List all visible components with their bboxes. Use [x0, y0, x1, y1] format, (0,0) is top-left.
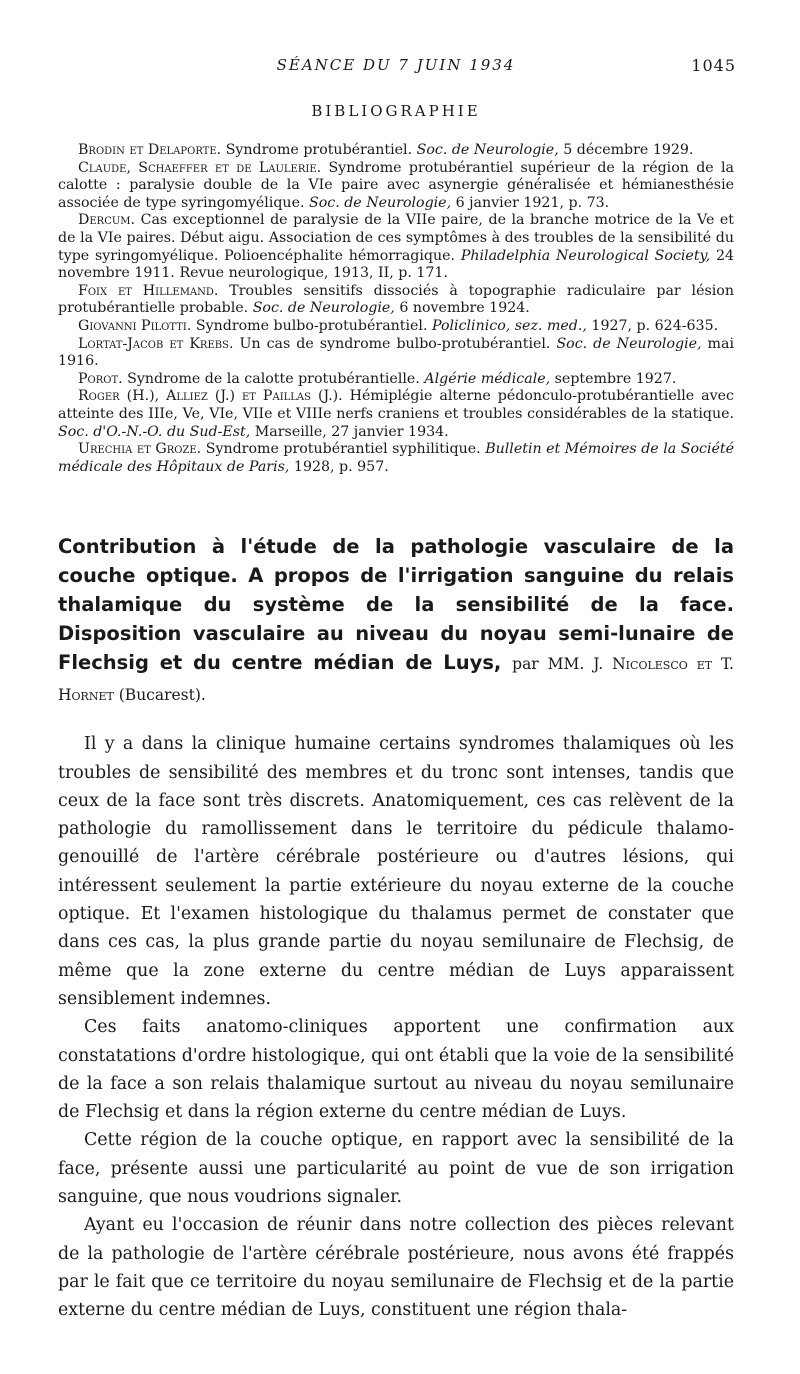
entry-title: Syndrome de la calotte protubérantielle. [127, 370, 420, 387]
article-body [58, 730, 734, 1324]
journal-page [58, 52, 734, 1325]
bibliography-entry [58, 441, 734, 476]
byline-prefix: par MM. [512, 655, 585, 674]
bibliography-entry [58, 212, 734, 282]
article-affiliation: (Bucarest). [118, 686, 206, 705]
entry-authors: Giovanni Pilotti. [78, 317, 192, 334]
entry-journal: Philadelphia Neurological Society, [460, 247, 711, 264]
entry-authors: Claude, Schaeffer et de Laulerie. [78, 159, 322, 176]
body-paragraph: Cette région de la couche optique, en rapport avec la sensibilité de la face, présente aussi une particularité au point de vue de son irrigation sanguine, que nous voudrions signaler. [58, 1130, 734, 1208]
article-title: Contribution à l'étude de la pathologie vasculaire de la couche optique. A propos de l'irrigation sanguine du relais thalamique du système de la sensibilité de la face. Disposition vasculaire au niveau du noyau semi-lunaire de Flechsig et du centre médian de Luys, [58, 535, 734, 675]
entry-journal: Bulletin et Mémoires de la Société médicale des Hôpitaux de Paris, [58, 441, 734, 475]
bibliography-list [58, 142, 734, 476]
entry-journal: Algérie médicale, [424, 370, 551, 387]
running-title: SÉANCE DU 7 JUIN 1934 [276, 56, 516, 74]
entry-title: Cas exceptionnel de paralysie de la VIIe paire, de la branche motrice de la Ve et de la VIe paires. Début aigu. Association de ces symptômes à des troubles de la sensibilité du type syringomyélique. Polioencéphalite hémorragique. [58, 212, 734, 264]
entry-details: Marseille, 27 janvier 1934. [254, 423, 449, 440]
bibliography-entry [58, 160, 734, 213]
entry-journal: Soc. de Neurologie, [556, 335, 702, 352]
bibliography-entry [58, 283, 734, 318]
entry-authors: Urechia et Groze. [78, 441, 202, 458]
bibliography-entry [58, 142, 734, 160]
entry-title: Un cas de syndrome bulbo-protubérantiel. [239, 335, 551, 352]
entry-title: Hémiplégie alterne pédonculo-protubérantielle avec atteinte des IIIe, Ve, VIe, VIIe et VIIIe nerfs craniens et troubles considérables de la statique. [58, 388, 734, 422]
bibliography-entry [58, 318, 734, 336]
entry-journal: Policlinico, sez. med., [431, 317, 587, 334]
entry-authors: Brodin et Delaporte. [78, 142, 222, 158]
entry-details: 1927, p. 624-635. [591, 317, 719, 334]
body-paragraph: Ayant eu l'occasion de réunir dans notre collection des pièces relevant de la pathologie de l'artère cérébrale postérieure, nous avons été frappés par le fait que ce territoire du noyau semilunaire de Flechsig et de la partie externe du centre médian de Luys, constituent une région thala- [58, 1215, 734, 1321]
bibliography-entry [58, 388, 734, 441]
entry-journal: Soc. de Neurologie, [252, 300, 395, 317]
entry-details: 5 décembre 1929. [563, 142, 694, 158]
entry-details: 24 novembre 1911. Revue neurologique, 1913, II, p. 171. [58, 247, 734, 282]
entry-details: 6 novembre 1924. [399, 300, 530, 317]
entry-title: Syndrome protubérantiel syphilitique. [205, 441, 481, 458]
entry-journal: Soc. d'O.-N.-O. du Sud-Est, [58, 423, 251, 440]
entry-journal: Soc. de Neurologie, [309, 194, 452, 211]
bibliography-heading: BIBLIOGRAPHIE [311, 102, 481, 120]
entry-authors: Roger (H.), Alliez (J.) et Paillas (J.). [78, 388, 343, 405]
body-paragraph: Il y a dans la clinique humaine certains syndromes thalamiques où les troubles de sensibilité des membres et du tronc sont intenses, tandis que ceux de la face sont très discrets. Anatomiquement, ces cas relèvent de la pathologie du ramollissement dans le territoire du pédicule thalamo-genouillé de l'artère cérébrale postérieure ou d'autres lésions, qui intéressent seulement la partie extérieure du noyau externe de la couche optique. Et l'examen histologique du thalamus permet de constater que dans ces cas, la plus grande partie du noyau semilunaire de Flechsig, de même que la zone externe du centre médian de Luys apparaissent sensiblement indemnes. [58, 734, 734, 1009]
bibliography-entry [58, 336, 734, 371]
entry-details: 1928, p. 957. [293, 458, 389, 475]
article-authors: J. Nicolesco et T. Hornet [58, 655, 734, 705]
entry-authors: Lortat-Jacob et Krebs. [78, 335, 234, 352]
entry-authors: Dercum. [78, 212, 136, 229]
entry-title: Troubles sensitifs dissociés à topographie radiculaire par lésion protubérantielle probable. [58, 282, 734, 317]
entry-details: mai 1916. [58, 335, 734, 370]
running-head [58, 52, 734, 82]
entry-details: septembre 1927. [554, 370, 677, 387]
entry-title: Syndrome protubérantiel. [225, 142, 413, 158]
article-title-block [58, 532, 734, 710]
bibliography-entry [58, 371, 734, 389]
page-number: 1045 [691, 56, 736, 75]
entry-authors: Foix et Hillemand. [78, 282, 219, 299]
entry-details: 6 janvier 1921, p. 73. [455, 194, 610, 211]
body-paragraph: Ces faits anatomo-cliniques apportent une confirmation aux constatations d'ordre histologique, qui ont établi que la voie de la sensibilité de la face a son relais thalamique surtout au niveau du noyau semilunaire de Flechsig et dans la région externe du centre médian de Luys. [58, 1017, 734, 1123]
entry-journal: Soc. de Neurologie, [416, 142, 559, 158]
entry-authors: Porot. [78, 370, 123, 387]
entry-title: Syndrome bulbo-protubérantiel. [195, 317, 428, 334]
entry-title: Syndrome protubérantiel supérieur de la région de la calotte : paralysie double de la VIe paire avec asynergie généralisée et hémianesthésie associée de type syringomyélique. [58, 159, 734, 211]
